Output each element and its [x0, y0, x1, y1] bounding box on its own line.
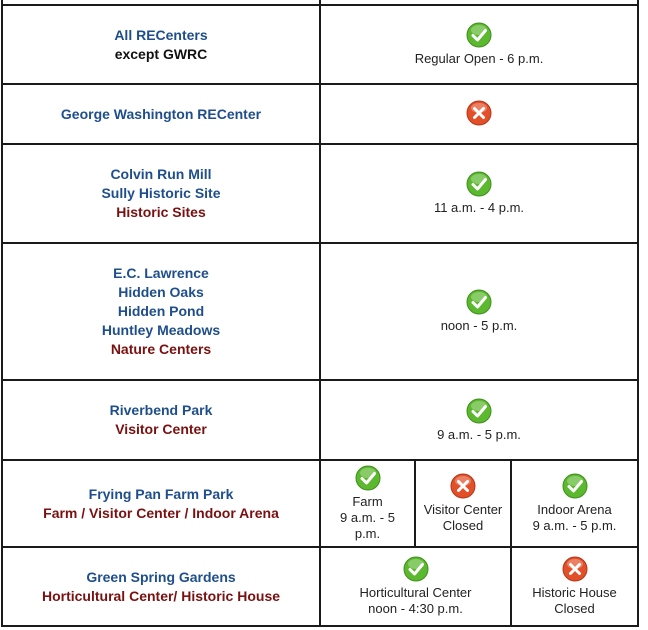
status-text: Historic House [532, 585, 617, 600]
facility-cell [2, 84, 320, 144]
facility-name: George Washington RECenter [60, 105, 262, 122]
table-border [637, 0, 639, 627]
status-text: noon - 4:30 p.m. [368, 601, 463, 616]
status-text: p.m. [354, 526, 381, 541]
status-cell [511, 460, 638, 547]
status-text: 11 a.m. - 4 p.m. [433, 200, 525, 215]
facility-cell [2, 547, 320, 626]
check-icon [466, 171, 492, 197]
status-cell [320, 84, 638, 144]
facility-name: Green Spring Gardens [86, 568, 236, 585]
facility-name: Historic Sites [116, 204, 206, 220]
facility-name: Visitor Center [115, 421, 207, 437]
check-icon [466, 22, 492, 48]
status-text: Indoor Arena [537, 502, 612, 517]
table-border [510, 460, 512, 547]
status-cell [320, 380, 638, 460]
status-cell [320, 5, 638, 84]
status-cell [320, 460, 415, 547]
table-border [510, 547, 512, 626]
status-text: Closed [554, 601, 595, 616]
status-text: Regular Open - 6 p.m. [414, 51, 544, 66]
status-text: Horticultural Center [359, 585, 472, 600]
facility-name: except GWRC [114, 45, 208, 62]
status-cell [320, 547, 511, 626]
facility-cell [2, 243, 320, 380]
status-cell [320, 243, 638, 380]
status-cell [320, 144, 638, 243]
facility-name: Sully Historic Site [101, 185, 221, 201]
table-border [1, 0, 3, 627]
status-cell [415, 460, 511, 547]
facility-name: Huntley Meadows [101, 322, 221, 338]
facility-name: Hidden Pond [117, 303, 205, 319]
status-text: Closed [442, 518, 484, 533]
facility-name: Hidden Oaks [118, 284, 204, 300]
facility-name: Nature Centers [110, 341, 212, 357]
x-icon [450, 473, 476, 499]
x-icon [466, 100, 492, 126]
check-icon [562, 473, 588, 499]
facility-cell [2, 5, 320, 84]
facility-name: Riverbend Park [109, 402, 213, 418]
status-text: 9 a.m. - 5 [340, 510, 395, 525]
facility-cell [2, 460, 320, 547]
facility-name: Horticultural Center/ Historic House [41, 587, 281, 604]
status-text: noon - 5 p.m. [440, 318, 518, 333]
status-text: 9 a.m. - 5 p.m. [437, 426, 521, 442]
facility-name: All RECenters [114, 26, 208, 43]
x-icon [562, 556, 588, 582]
check-icon [403, 556, 429, 582]
table-border [319, 0, 321, 627]
facility-name: Farm / Visitor Center / Indoor Arena [43, 504, 279, 521]
status-text: Farm [352, 494, 383, 509]
check-icon [466, 289, 492, 315]
status-text: 9 a.m. - 5 p.m. [532, 518, 617, 533]
status-text: Visitor Center [423, 502, 503, 517]
table-border [414, 460, 416, 547]
facility-cell [2, 144, 320, 243]
check-icon [355, 465, 381, 491]
check-icon [466, 398, 492, 424]
facility-cell [2, 380, 320, 460]
facility-name: Frying Pan Farm Park [88, 485, 234, 502]
facility-name: E.C. Lawrence [113, 265, 209, 281]
status-cell [511, 547, 638, 626]
facility-name: Colvin Run Mill [110, 166, 212, 182]
